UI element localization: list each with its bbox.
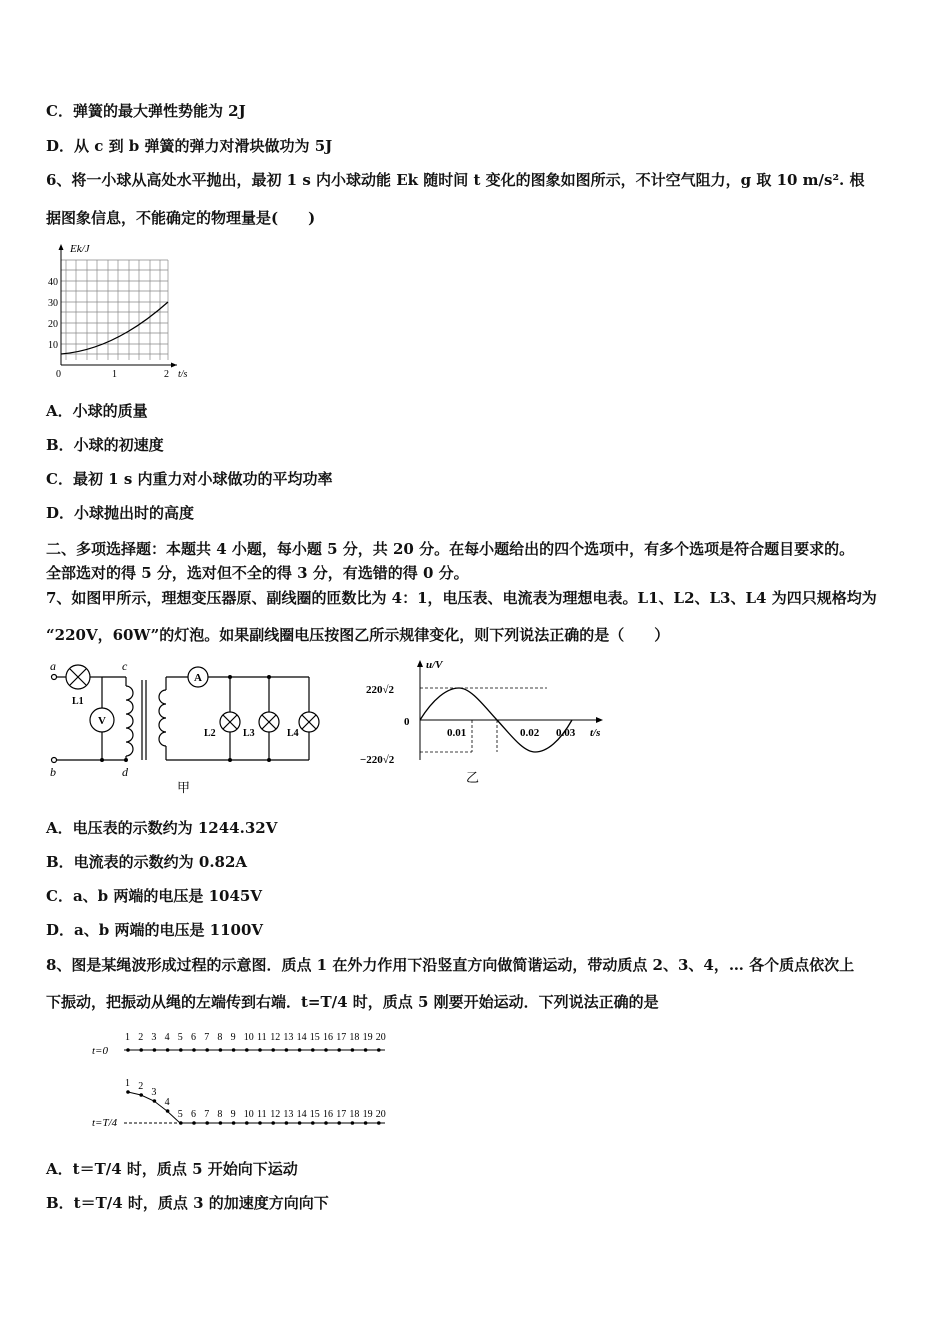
rope-particle — [192, 1048, 196, 1052]
t0-label: t=0 — [92, 1045, 108, 1057]
rope-particle-label: 12 — [270, 1032, 281, 1043]
rope-particle — [258, 1121, 262, 1125]
terminal-b: b — [50, 765, 56, 779]
rope-particle-label: 13 — [283, 1032, 294, 1043]
rope-particle — [219, 1121, 223, 1125]
ytick: 30 — [48, 298, 58, 309]
ymin-label: −220√2 — [360, 754, 395, 766]
rope-particle-label: 2 — [138, 1081, 144, 1092]
rope-particle — [205, 1048, 209, 1052]
section2-line1: 二、多项选择题：本题共 4 小题，每小题 5 分，共 20 分。在每小题给出的四个选项中，有多个选项是符合题目要求的。 — [46, 540, 855, 558]
section2-line2: 全部选对的得 5 分，选对但不全的得 3 分，有选错的得 0 分。 — [46, 564, 469, 582]
ytick: 40 — [48, 277, 58, 288]
lamp-l3-label: L3 — [243, 728, 255, 739]
rope-particle — [337, 1121, 341, 1125]
rope-particle-label: 14 — [296, 1032, 307, 1043]
rope-particle — [311, 1048, 315, 1052]
rope-particle-label: 8 — [217, 1109, 223, 1120]
q6-option-c: C．最初 1 s 内重力对小球做功的平均功率 — [46, 470, 333, 488]
rope-particle-label: 19 — [362, 1109, 373, 1120]
ytick: 20 — [48, 319, 58, 330]
rope-particle — [153, 1048, 157, 1052]
rope-particle-label: 2 — [138, 1032, 144, 1043]
rope-particle-label: 1 — [125, 1032, 130, 1043]
ymax-label: 220√2 — [366, 684, 395, 696]
rope-particle-label: 4 — [164, 1097, 170, 1108]
rope-particle — [166, 1109, 170, 1113]
q7-option-d: D．a、b 两端的电压是 1100V — [46, 921, 264, 939]
lamp-l1-label: L1 — [72, 696, 84, 707]
q7-voltage-waveform — [360, 656, 620, 788]
tick-003: 0.03 — [556, 727, 576, 739]
rope-particle-label: 16 — [323, 1032, 333, 1043]
rope-particle-label: 3 — [151, 1087, 157, 1098]
tick-002: 0.02 — [520, 727, 540, 739]
t1-label: t=T/4 — [92, 1117, 118, 1129]
terminal-c: c — [122, 659, 128, 673]
rope-particle-label: 4 — [164, 1032, 170, 1043]
q7-stem-line1: 7、如图甲所示，理想变压器原、副线圈的匝数比为 4：1，电压表、电流表为理想电表。L1、L2、L3、L4 为四只规格均为 — [46, 589, 877, 607]
rope-particle — [139, 1048, 143, 1052]
q7-option-c: C．a、b 两端的电压是 1045V — [46, 887, 262, 905]
rope-particle — [298, 1048, 302, 1052]
rope-particle-label: 18 — [349, 1109, 360, 1120]
rope-particle-label: 10 — [243, 1032, 254, 1043]
rope-particle — [126, 1090, 130, 1094]
rope-particle-label: 6 — [191, 1109, 196, 1120]
rope-particle-label: 3 — [151, 1032, 157, 1043]
rope-particle-label: 15 — [309, 1109, 320, 1120]
q7-option-a: A．电压表的示数约为 1244.32V — [46, 819, 278, 837]
rope-particle-label: 5 — [177, 1032, 183, 1043]
q6-option-a: A．小球的质量 — [46, 402, 148, 420]
rope-particle — [126, 1048, 130, 1052]
rope-particle — [258, 1048, 262, 1052]
rope-particle — [232, 1048, 236, 1052]
rope-particle — [337, 1048, 341, 1052]
rope-particle — [232, 1121, 236, 1125]
terminal-a: a — [50, 659, 56, 673]
q6-ek-graph — [44, 238, 204, 383]
zero-label: 0 — [404, 716, 410, 728]
xtick: 0 — [56, 369, 61, 380]
t-axis-label: t/s — [590, 727, 601, 739]
rope-particle-label: 17 — [336, 1109, 347, 1120]
rope-particle-label: 6 — [191, 1032, 196, 1043]
rope-particle-label: 16 — [323, 1109, 333, 1120]
rope-particle — [377, 1121, 381, 1125]
rope-particle — [271, 1121, 275, 1125]
rope-particle — [245, 1048, 249, 1052]
lamp-l2-label: L2 — [204, 728, 216, 739]
rope-particle — [139, 1093, 143, 1097]
q7-option-b: B．电流表的示数约为 0.82A — [46, 853, 248, 871]
q6-stem-line2: 据图象信息，不能确定的物理量是( ) — [46, 209, 316, 227]
q6-option-b: B．小球的初速度 — [46, 436, 164, 454]
rope-particle — [377, 1048, 381, 1052]
ammeter-label: A — [194, 672, 202, 684]
rope-particle — [324, 1121, 328, 1125]
q6-option-d: D．小球抛出时的高度 — [46, 504, 195, 522]
u-axis-label: u/V — [426, 659, 443, 671]
q6-stem-line1: 6、将一小球从高处水平抛出，最初 1 s 内小球动能 Ek 随时间 t 变化的图象如图所示，不计空气阻力，g 取 10 m/s². 根 — [46, 171, 865, 189]
rope-particle — [285, 1121, 289, 1125]
q5-option-c: C．弹簧的最大弹性势能为 2J — [46, 102, 246, 120]
rope-particle — [192, 1121, 196, 1125]
rope-particle-label: 13 — [283, 1109, 294, 1120]
rope-particle — [205, 1121, 209, 1125]
xtick: 1 — [112, 369, 117, 380]
rope-particle-label: 20 — [375, 1032, 386, 1043]
rope-particle — [271, 1048, 275, 1052]
rope-particle-label: 7 — [204, 1109, 210, 1120]
rope-particle — [364, 1048, 368, 1052]
q5-option-d: D．从 c 到 b 弹簧的弹力对滑块做功为 5J — [46, 137, 333, 155]
rope-particle — [166, 1048, 170, 1052]
rope-particle-label: 11 — [257, 1032, 267, 1043]
ek-axis-label: Ek/J — [70, 243, 90, 255]
rope-particle — [364, 1121, 368, 1125]
q8-stem-line1: 8、图是某绳波形成过程的示意图．质点 1 在外力作用下沿竖直方向做简谐运动，带动质点 2、3、4，… 各个质点依次上 — [46, 956, 855, 974]
terminal-d: d — [122, 765, 128, 779]
q7-stem-line2: “220V，60W”的灯泡。如果副线圈电压按图乙所示规律变化，则下列说法正确的是（ ） — [46, 626, 670, 644]
rope-particle-label: 12 — [270, 1109, 281, 1120]
ytick: 10 — [48, 340, 58, 351]
rope-particle-label: 11 — [257, 1109, 267, 1120]
figure-yi-caption: 乙 — [466, 770, 480, 785]
rope-particle-label: 10 — [243, 1109, 254, 1120]
rope-particle — [298, 1121, 302, 1125]
rope-particle — [285, 1048, 289, 1052]
rope-particle — [153, 1099, 157, 1103]
rope-particle — [311, 1121, 315, 1125]
rope-particle-label: 9 — [230, 1109, 236, 1120]
q7-circuit-diagram — [44, 656, 344, 796]
q8-rope-wave-diagram — [88, 1026, 398, 1134]
q8-option-a: A．t＝T/4 时，质点 5 开始向下运动 — [46, 1160, 298, 1178]
rope-particle — [179, 1121, 183, 1125]
t-axis-label: t/s — [178, 369, 188, 380]
rope-particle-label: 18 — [349, 1032, 360, 1043]
rope-particle-label: 20 — [375, 1109, 386, 1120]
voltmeter-label: V — [98, 715, 106, 727]
rope-particle — [351, 1121, 355, 1125]
rope-particle-label: 15 — [309, 1032, 320, 1043]
tick-001: 0.01 — [447, 727, 467, 739]
rope-particle-label: 19 — [362, 1032, 373, 1043]
q8-stem-line2: 下振动，把振动从绳的左端传到右端．t=T/4 时，质点 5 刚要开始运动．下列说法正确的是 — [46, 993, 659, 1011]
figure-jia-caption: 甲 — [177, 780, 191, 795]
rope-particle-label: 7 — [204, 1032, 210, 1043]
rope-particle — [324, 1048, 328, 1052]
rope-particle — [245, 1121, 249, 1125]
rope-particle-label: 1 — [125, 1078, 130, 1089]
rope-particle-label: 8 — [217, 1032, 223, 1043]
lamp-l4-label: L4 — [287, 728, 299, 739]
rope-particle — [351, 1048, 355, 1052]
rope-particle — [179, 1048, 183, 1052]
xtick: 2 — [164, 369, 169, 380]
rope-particle — [219, 1048, 223, 1052]
rope-particle-label: 9 — [230, 1032, 236, 1043]
rope-particle-label: 14 — [296, 1109, 307, 1120]
rope-particle-label: 5 — [177, 1109, 183, 1120]
rope-particle-label: 17 — [336, 1032, 347, 1043]
q8-option-b: B．t＝T/4 时，质点 3 的加速度方向向下 — [46, 1194, 329, 1212]
